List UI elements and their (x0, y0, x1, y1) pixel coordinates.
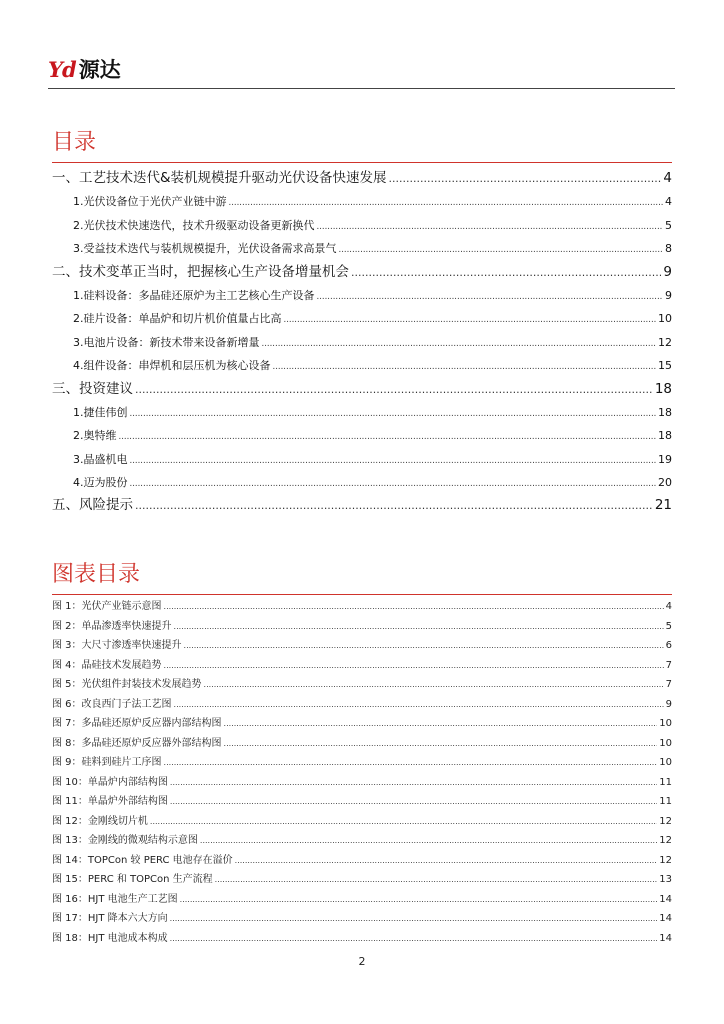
figure-entry[interactable] (52, 734, 672, 754)
entry-page-number: 8 (665, 242, 672, 256)
entry-page-number: 12 (659, 854, 672, 866)
figure-entry[interactable] (52, 929, 672, 949)
entry-page-number: 9 (663, 263, 672, 280)
figure-entry[interactable] (52, 636, 672, 656)
dot-leader (204, 675, 664, 695)
toc-section-entry[interactable] (52, 378, 672, 401)
entry-page-number: 10 (659, 718, 672, 729)
toc-subsection-entry[interactable] (52, 471, 672, 494)
entry-title: 1.硅料设备：多晶硅还原炉为主工艺核心生产设备 (73, 288, 315, 302)
entry-page-number: 15 (658, 359, 672, 373)
figure-entry[interactable] (52, 851, 672, 871)
figure-entry[interactable] (52, 812, 672, 832)
figures-list (52, 597, 672, 948)
toc-subsection-entry[interactable] (52, 307, 672, 330)
toc-subsection-entry[interactable] (52, 237, 672, 260)
entry-title: 一、工艺技术迭代&装机规模提升驱动光伏设备快速发展 (52, 170, 387, 186)
toc-subsection-entry[interactable] (52, 424, 672, 447)
entry-title: 图 8：多晶硅还原炉反应器外部结构图 (52, 737, 222, 749)
figure-entry[interactable] (52, 695, 672, 715)
dot-leader (317, 286, 664, 309)
entry-title: 2.硅片设备：单晶炉和切片机价值量占比高 (73, 312, 282, 326)
entry-title: 3.晶盛机电 (73, 452, 128, 466)
toc-subsection-entry[interactable] (52, 401, 672, 424)
dot-leader (170, 773, 657, 793)
toc-heading: 目录 (52, 130, 97, 155)
entry-page-number: 12 (659, 815, 672, 827)
figure-entry[interactable] (52, 656, 672, 676)
entry-title: 图 2：单晶渗透率快速提升 (52, 620, 172, 632)
entry-title: 4.迈为股份 (73, 476, 128, 490)
dot-leader (215, 870, 658, 890)
figure-entry[interactable] (52, 714, 672, 734)
entry-page-number: 4 (665, 601, 672, 612)
toc-list (52, 167, 672, 518)
dot-leader (389, 167, 662, 190)
toc-subsection-entry[interactable] (52, 214, 672, 237)
entry-page-number: 7 (665, 679, 672, 690)
entry-title: 图 3：大尺寸渗透率快速提升 (52, 640, 182, 651)
page-number: 2 (358, 955, 366, 968)
entry-title: 三、投资建议 (52, 380, 133, 397)
entry-title: 3.电池片设备：新技术带来设备新增量 (73, 335, 260, 349)
header-divider (48, 88, 675, 89)
entry-page-number: 10 (659, 737, 672, 749)
entry-title: 二、技术变革正当时，把握核心生产设备增量机会 (52, 263, 349, 280)
entry-title: 图 10：单晶炉内部结构图 (52, 776, 168, 788)
entry-title: 1.光伏设备位于光伏产业链中游 (73, 195, 227, 209)
entry-title: 图 14：TOPCon 较 PERC 电池存在溢价 (52, 854, 233, 866)
figure-entry[interactable] (52, 773, 672, 793)
dot-leader (164, 753, 658, 773)
dot-leader (170, 929, 658, 949)
entry-title: 图 7：多晶硅还原炉反应器内部结构图 (52, 718, 222, 729)
figure-entry[interactable] (52, 909, 672, 929)
figures-heading-divider (52, 594, 672, 595)
dot-leader (273, 356, 657, 379)
logo-text: 源达 (78, 58, 121, 82)
entry-page-number: 18 (654, 380, 672, 397)
dot-leader (317, 216, 664, 239)
dot-leader (164, 597, 664, 617)
figure-entry[interactable] (52, 675, 672, 695)
dot-leader (130, 403, 657, 426)
figure-entry[interactable] (52, 831, 672, 851)
entry-page-number: 9 (665, 288, 672, 302)
dot-leader (135, 378, 653, 401)
entry-page-number: 10 (658, 312, 672, 326)
dot-leader (235, 851, 658, 871)
dot-leader (130, 450, 657, 473)
entry-page-number: 20 (658, 476, 672, 490)
entry-page-number: 21 (654, 497, 672, 514)
dot-leader (170, 792, 657, 812)
dot-leader (130, 473, 657, 496)
entry-title: 图 4：晶硅技术发展趋势 (52, 659, 162, 671)
dot-leader (284, 309, 657, 332)
figure-entry[interactable] (52, 597, 672, 617)
entry-title: 4.组件设备：串焊机和层压机为核心设备 (73, 359, 271, 373)
dot-leader (339, 239, 664, 262)
entry-title: 图 6：改良西门子法工艺图 (52, 698, 172, 710)
toc-section-entry[interactable] (52, 167, 672, 190)
entry-page-number: 5 (665, 218, 672, 232)
toc-subsection-entry[interactable] (52, 354, 672, 377)
figure-entry[interactable] (52, 753, 672, 773)
entry-title: 图 17：HJT 降本六大方向 (52, 913, 168, 924)
figure-entry[interactable] (52, 890, 672, 910)
entry-page-number: 4 (663, 170, 672, 186)
entry-title: 1.捷佳伟创 (73, 405, 128, 419)
entry-title: 图 15：PERC 和 TOPCon 生产流程 (52, 874, 213, 885)
entry-page-number: 13 (659, 874, 672, 885)
figures-heading: 图表目录 (52, 562, 141, 587)
toc-heading-divider (52, 162, 672, 163)
toc-section-entry[interactable] (52, 261, 672, 284)
entry-title: 图 11：单晶炉外部结构图 (52, 796, 168, 807)
entry-page-number: 10 (659, 757, 672, 768)
toc-subsection-entry[interactable] (52, 190, 672, 213)
entry-page-number: 11 (659, 796, 672, 807)
logo (48, 58, 121, 82)
dot-leader (180, 890, 658, 910)
entry-page-number: 14 (659, 932, 672, 944)
dot-leader (224, 714, 658, 734)
dot-leader (174, 617, 664, 637)
entry-title: 图 9：硅料到硅片工序图 (52, 757, 162, 768)
entry-page-number: 12 (658, 335, 672, 349)
entry-page-number: 18 (658, 405, 672, 419)
entry-page-number: 9 (665, 698, 672, 710)
dot-leader (174, 695, 664, 715)
entry-title: 2.光伏技术快速迭代，技术升级驱动设备更新换代 (73, 218, 315, 232)
entry-page-number: 7 (665, 659, 672, 671)
toc-subsection-entry[interactable] (52, 448, 672, 471)
entry-page-number: 5 (665, 620, 672, 632)
entry-title: 图 16：HJT 电池生产工艺图 (52, 893, 178, 905)
entry-title: 图 13：金刚线的微观结构示意图 (52, 835, 198, 846)
entry-title: 3.受益技术迭代与装机规模提升，光伏设备需求高景气 (73, 242, 337, 256)
entry-page-number: 18 (658, 429, 672, 443)
figure-entry[interactable] (52, 870, 672, 890)
entry-page-number: 19 (658, 452, 672, 466)
entry-page-number: 14 (659, 893, 672, 905)
entry-page-number: 4 (665, 195, 672, 209)
entry-page-number: 12 (659, 835, 672, 846)
dot-leader (229, 192, 664, 215)
dot-leader (200, 831, 657, 851)
dot-leader (135, 494, 653, 517)
dot-leader (170, 909, 658, 929)
entry-title: 图 5：光伏组件封装技术发展趋势 (52, 679, 202, 690)
dot-leader (184, 636, 664, 656)
entry-title: 图 12：金刚线切片机 (52, 815, 148, 827)
logo-mark: Yd (48, 57, 76, 82)
entry-title: 图 18：HJT 电池成本构成 (52, 932, 168, 944)
toc-section-entry[interactable] (52, 494, 672, 517)
entry-title: 五、风险提示 (52, 497, 133, 514)
entry-title: 图 1：光伏产业链示意图 (52, 601, 162, 612)
toc-subsection-entry[interactable] (52, 284, 672, 307)
figure-entry[interactable] (52, 617, 672, 637)
dot-leader (119, 426, 657, 449)
dot-leader (164, 656, 664, 676)
toc-subsection-entry[interactable] (52, 331, 672, 354)
entry-page-number: 11 (659, 776, 672, 788)
dot-leader (351, 261, 661, 284)
entry-page-number: 14 (659, 913, 672, 924)
dot-leader (150, 812, 657, 832)
dot-leader (262, 333, 657, 356)
entry-page-number: 6 (665, 640, 672, 651)
figure-entry[interactable] (52, 792, 672, 812)
entry-title: 2.奥特维 (73, 429, 117, 443)
dot-leader (224, 734, 658, 754)
